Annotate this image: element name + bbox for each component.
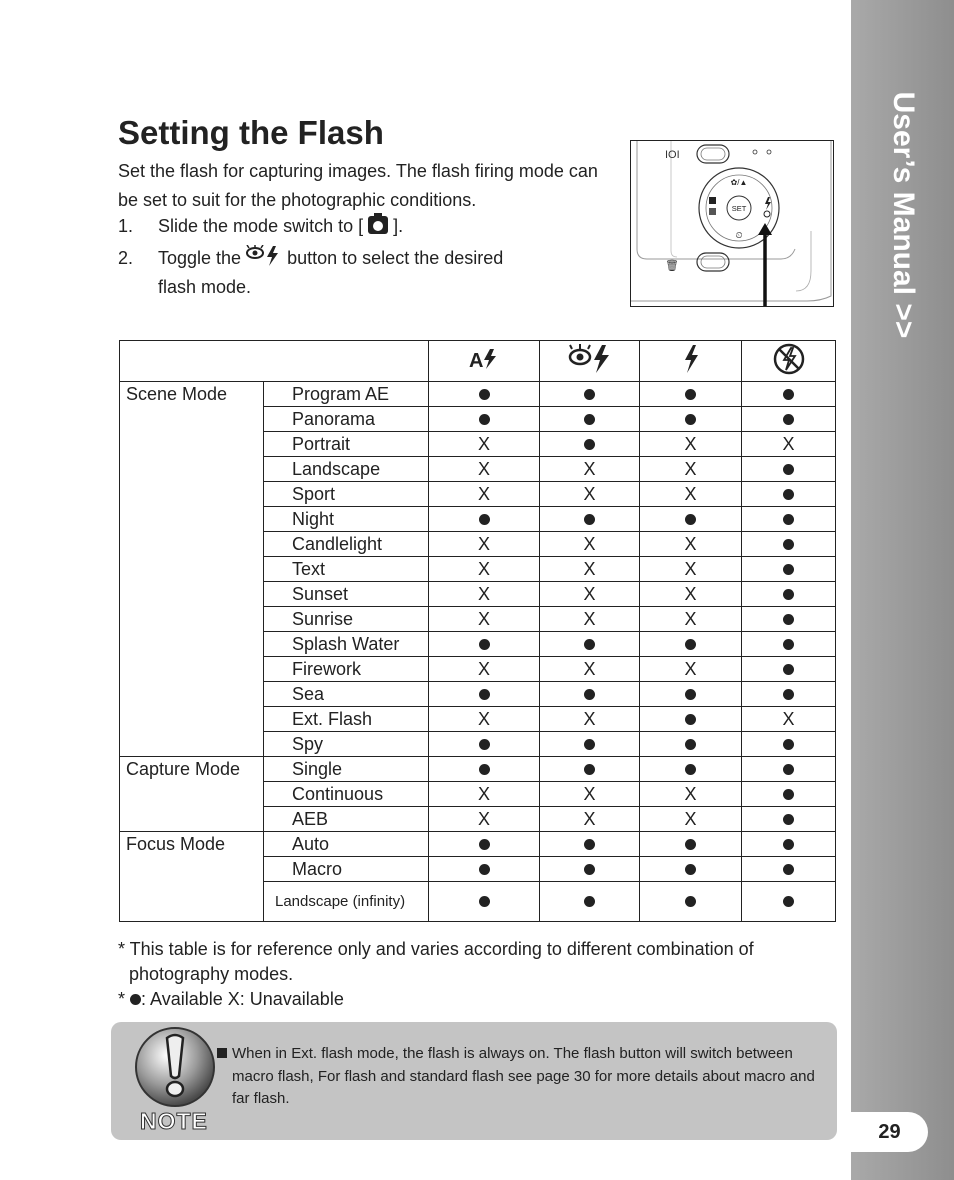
forced-flash-icon — [682, 344, 700, 374]
available-dot-icon — [783, 489, 794, 500]
mode-label: Firework — [264, 657, 429, 682]
available-cell — [540, 682, 640, 707]
page-title: Setting the Flash — [118, 114, 384, 151]
note-label: NOTE — [140, 1108, 208, 1134]
unavailable-cell: X — [429, 557, 540, 582]
available-cell — [540, 632, 640, 657]
mode-label: Sea — [264, 682, 429, 707]
available-dot-icon — [685, 839, 696, 850]
mode-label: Auto — [264, 832, 429, 857]
available-dot-icon — [783, 764, 794, 775]
available-dot-icon — [479, 414, 490, 425]
available-cell — [640, 732, 742, 757]
available-cell — [742, 682, 836, 707]
unavailable-cell: X — [429, 432, 540, 457]
available-dot-icon — [130, 994, 141, 1005]
available-cell — [640, 757, 742, 782]
step-text: Slide the mode switch to [ — [158, 216, 364, 236]
mode-label: Landscape — [264, 457, 429, 482]
mode-label: Text — [264, 557, 429, 582]
available-cell — [742, 507, 836, 532]
unavailable-cell: X — [429, 582, 540, 607]
svg-text:IOI: IOI — [665, 149, 680, 161]
blank-header-cell — [120, 341, 429, 382]
unavailable-cell: X — [540, 557, 640, 582]
forced-flash-header — [640, 341, 742, 382]
footnote-asterisk: * — [118, 989, 126, 1009]
available-cell — [742, 882, 836, 922]
available-dot-icon — [584, 739, 595, 750]
unavailable-cell: X — [742, 707, 836, 732]
red-eye-flash-icon — [568, 344, 612, 374]
available-cell — [640, 407, 742, 432]
available-cell — [540, 432, 640, 457]
available-dot-icon — [783, 864, 794, 875]
footnote-text: * This table is for reference only and varies according to different combination of — [118, 939, 754, 959]
unavailable-cell: X — [640, 457, 742, 482]
group-label: Focus Mode — [120, 832, 264, 922]
unavailable-cell: X — [640, 532, 742, 557]
table-header-row — [120, 341, 836, 382]
unavailable-cell: X — [640, 557, 742, 582]
unavailable-cell: X — [429, 532, 540, 557]
available-dot-icon — [783, 839, 794, 850]
svg-text:🗑: 🗑 — [665, 260, 679, 272]
available-dot-icon — [479, 864, 490, 875]
step-text: flash mode. — [158, 277, 252, 297]
available-dot-icon — [783, 564, 794, 575]
side-title — [853, 0, 953, 430]
mode-label: Sport — [264, 482, 429, 507]
available-dot-icon — [783, 389, 794, 400]
available-cell — [540, 382, 640, 407]
available-dot-icon — [584, 764, 595, 775]
available-cell — [540, 757, 640, 782]
auto-flash-letter: A — [469, 349, 484, 371]
available-cell — [742, 732, 836, 757]
unavailable-cell: X — [540, 807, 640, 832]
available-dot-icon — [783, 539, 794, 550]
available-dot-icon — [783, 514, 794, 525]
available-cell — [640, 707, 742, 732]
available-cell — [742, 457, 836, 482]
available-dot-icon — [584, 389, 595, 400]
available-dot-icon — [584, 689, 595, 700]
flash-off-icon — [772, 342, 806, 376]
mode-label: Spy — [264, 732, 429, 757]
available-cell — [742, 532, 836, 557]
available-dot-icon — [685, 714, 696, 725]
available-dot-icon — [783, 614, 794, 625]
footnote-legend: : Available X: Unavailable — [141, 989, 344, 1009]
flash-mode-table — [119, 340, 836, 922]
available-dot-icon — [783, 414, 794, 425]
available-cell — [640, 632, 742, 657]
available-dot-icon — [479, 639, 490, 650]
available-cell — [742, 582, 836, 607]
mode-label: Panorama — [264, 407, 429, 432]
available-cell — [640, 832, 742, 857]
mode-label: Candlelight — [264, 532, 429, 557]
step-text: Toggle the — [158, 248, 242, 268]
available-dot-icon — [584, 896, 595, 907]
available-dot-icon — [685, 764, 696, 775]
available-cell — [640, 382, 742, 407]
available-cell — [742, 607, 836, 632]
available-dot-icon — [783, 464, 794, 475]
available-dot-icon — [783, 689, 794, 700]
available-dot-icon — [584, 639, 595, 650]
available-dot-icon — [685, 514, 696, 525]
svg-text:⏲: ⏲ — [735, 230, 743, 240]
available-cell — [540, 882, 640, 922]
unavailable-cell: X — [429, 482, 540, 507]
available-cell — [540, 732, 640, 757]
flash-off-header — [742, 341, 836, 382]
mode-label: Sunrise — [264, 607, 429, 632]
available-dot-icon — [685, 689, 696, 700]
page-number: 29 — [851, 1112, 928, 1152]
available-dot-icon — [783, 739, 794, 750]
mode-label: Portrait — [264, 432, 429, 457]
available-cell — [742, 557, 836, 582]
group-label: Scene Mode — [120, 382, 264, 757]
available-dot-icon — [783, 664, 794, 675]
unavailable-cell: X — [640, 657, 742, 682]
unavailable-cell: X — [540, 657, 640, 682]
available-dot-icon — [685, 639, 696, 650]
available-cell — [429, 882, 540, 922]
available-dot-icon — [479, 739, 490, 750]
available-cell — [540, 857, 640, 882]
available-cell — [429, 382, 540, 407]
unavailable-cell: X — [540, 707, 640, 732]
note-text: When in Ext. flash mode, the flash is always on. The flash button will switch between macro flash, For flash and standard flash see page 30 for more details about macro and far flash. — [232, 1045, 815, 1107]
available-dot-icon — [783, 896, 794, 907]
available-cell — [640, 682, 742, 707]
available-cell — [742, 382, 836, 407]
group-label: Capture Mode — [120, 757, 264, 832]
available-cell — [742, 807, 836, 832]
available-cell — [429, 632, 540, 657]
available-dot-icon — [783, 814, 794, 825]
available-dot-icon — [685, 414, 696, 425]
available-cell — [742, 832, 836, 857]
mode-label: Night — [264, 507, 429, 532]
available-cell — [429, 757, 540, 782]
mode-label: Single — [264, 757, 429, 782]
available-dot-icon — [584, 864, 595, 875]
available-dot-icon — [479, 389, 490, 400]
camera-back-illustration — [630, 140, 834, 307]
footnote-text: photography modes. — [129, 964, 294, 984]
available-dot-icon — [685, 739, 696, 750]
step-number: 1. — [118, 216, 134, 236]
unavailable-cell: X — [540, 482, 640, 507]
mode-label: Program AE — [264, 382, 429, 407]
available-cell — [429, 857, 540, 882]
unavailable-cell: X — [640, 482, 742, 507]
unavailable-cell: X — [429, 807, 540, 832]
available-dot-icon — [685, 389, 696, 400]
footnote-2 — [118, 987, 344, 1012]
svg-text:✿/▲: ✿/▲ — [730, 178, 748, 187]
step-text: ]. — [393, 216, 404, 236]
table-row — [120, 382, 836, 407]
available-dot-icon — [685, 896, 696, 907]
available-dot-icon — [479, 839, 490, 850]
available-cell — [640, 882, 742, 922]
unavailable-cell: X — [429, 657, 540, 682]
available-dot-icon — [479, 689, 490, 700]
unavailable-cell: X — [640, 607, 742, 632]
available-cell — [429, 732, 540, 757]
unavailable-cell: X — [429, 782, 540, 807]
set-button-label: SET — [731, 204, 747, 213]
available-dot-icon — [685, 864, 696, 875]
manual-title: User’s Manual >> — [887, 91, 920, 339]
unavailable-cell: X — [540, 457, 640, 482]
available-cell — [742, 407, 836, 432]
available-cell — [640, 507, 742, 532]
available-cell — [429, 407, 540, 432]
unavailable-cell: X — [540, 607, 640, 632]
auto-flash-header — [429, 341, 540, 382]
step-number: 2. — [118, 248, 134, 268]
available-dot-icon — [479, 514, 490, 525]
unavailable-cell: X — [429, 607, 540, 632]
unavailable-cell: X — [540, 532, 640, 557]
available-cell — [742, 782, 836, 807]
available-dot-icon — [584, 514, 595, 525]
mode-label: Ext. Flash — [264, 707, 429, 732]
mode-label: Landscape (infinity) — [264, 882, 429, 922]
unavailable-cell: X — [640, 432, 742, 457]
unavailable-cell: X — [742, 432, 836, 457]
available-dot-icon — [783, 639, 794, 650]
unavailable-cell: X — [540, 582, 640, 607]
available-cell — [540, 507, 640, 532]
available-cell — [640, 857, 742, 882]
exclamation-icon — [134, 1026, 216, 1108]
mode-label: Splash Water — [264, 632, 429, 657]
intro-text: Set the flash for capturing images. The flash firing mode can be set to suit for the photographic conditions. — [118, 161, 598, 210]
available-cell — [742, 482, 836, 507]
available-cell — [540, 832, 640, 857]
unavailable-cell: X — [540, 782, 640, 807]
available-dot-icon — [783, 589, 794, 600]
available-dot-icon — [584, 414, 595, 425]
mode-label: AEB — [264, 807, 429, 832]
mode-label: Macro — [264, 857, 429, 882]
unavailable-cell: X — [640, 582, 742, 607]
available-cell — [742, 757, 836, 782]
mode-label: Continuous — [264, 782, 429, 807]
available-dot-icon — [479, 764, 490, 775]
flash-button-icon — [246, 245, 282, 267]
available-dot-icon — [479, 896, 490, 907]
available-cell — [742, 632, 836, 657]
unavailable-cell: X — [429, 707, 540, 732]
available-cell — [429, 832, 540, 857]
step-text: button to select the desired — [287, 248, 504, 268]
available-cell — [429, 507, 540, 532]
available-dot-icon — [783, 789, 794, 800]
auto-flash-icon — [469, 347, 499, 371]
available-dot-icon — [584, 839, 595, 850]
camera-mode-icon — [368, 216, 388, 234]
table-row — [120, 832, 836, 857]
unavailable-cell: X — [640, 807, 742, 832]
mode-label: Sunset — [264, 582, 429, 607]
available-cell — [742, 657, 836, 682]
unavailable-cell: X — [640, 782, 742, 807]
available-dot-icon — [584, 439, 595, 450]
available-cell — [540, 407, 640, 432]
available-cell — [429, 682, 540, 707]
footnote-1 — [118, 937, 754, 987]
note-bullet-icon — [217, 1048, 227, 1058]
table-row — [120, 757, 836, 782]
red-eye-flash-header — [540, 341, 640, 382]
unavailable-cell: X — [429, 457, 540, 482]
available-cell — [742, 857, 836, 882]
